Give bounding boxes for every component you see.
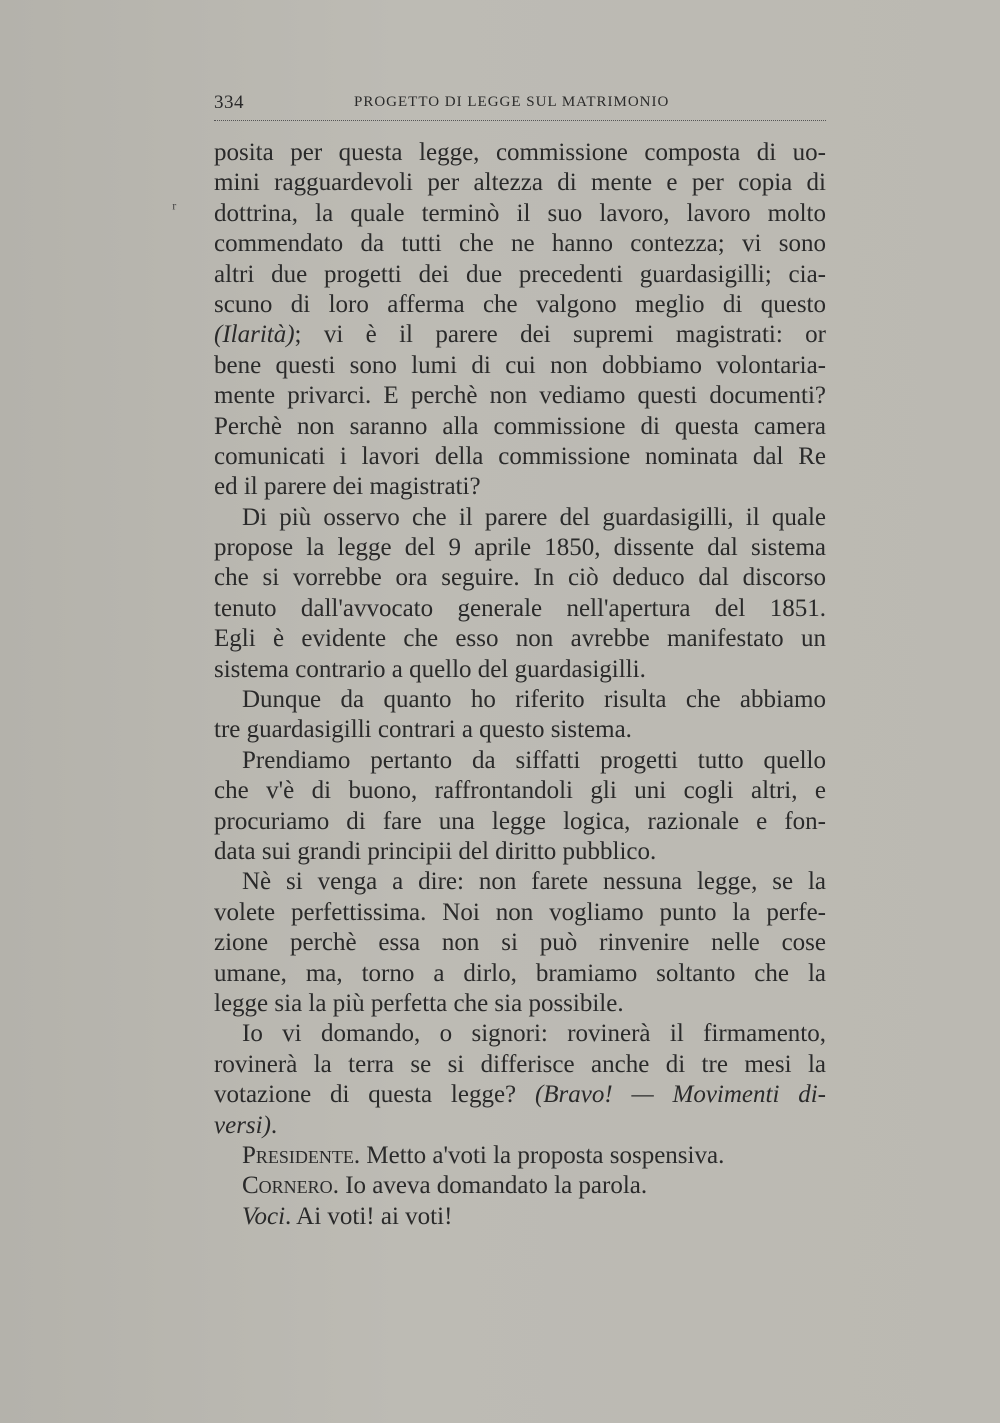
speaker-name: Presidente — [242, 1141, 354, 1169]
text-line: Dunque da quanto ho riferito risulta che abbiamo — [242, 686, 826, 714]
text-line: tre guardasigilli contrari a questo sistema. — [214, 716, 632, 744]
text-line: Egli è evidente che esso non avrebbe manifestato un — [214, 625, 826, 653]
text-line: ed il parere dei magistrati? — [214, 473, 481, 501]
text-line: altri due progetti dei due precedenti guardasigilli; cia- — [214, 260, 826, 288]
text-line: Prendiamo pertanto da siffatti progetti tutto quello — [242, 746, 826, 774]
text-line: Di più osservo che il parere del guardasigilli, il quale — [242, 503, 826, 531]
text-line: Io vi domando, o signori: rovinerà il firmamento, — [242, 1020, 826, 1048]
text-line: mente privarci. E perchè non vediamo questi documenti? — [214, 382, 826, 410]
text-line: che si vorrebbe ora seguire. In ciò deduco dal discorso — [214, 564, 826, 592]
margin-mark: ʳ — [172, 198, 177, 220]
text-line: Perchè non saranno alla commissione di questa camera — [214, 412, 826, 440]
text-line: legge sia la più perfetta che sia possibile. — [214, 989, 624, 1017]
text-line: (Ilarità); vi è il parere dei supremi magistrati: or — [214, 321, 826, 349]
text-line: volete perfettissima. Noi non vogliamo punto la perfe- — [214, 898, 826, 926]
speaker-line: Voci. Ai voti! ai voti! — [242, 1202, 453, 1230]
text-body — [214, 138, 826, 1232]
page-number: 334 — [214, 92, 244, 113]
running-header — [214, 92, 826, 121]
text-line: Nè si venga a dire: non farete nessuna legge, se la — [242, 868, 826, 896]
text-line: tenuto dall'avvocato generale nell'apertura del 1851. — [214, 594, 826, 622]
text-line: comunicati i lavori della commissione nominata dal Re — [214, 442, 826, 470]
text-line: bene questi sono lumi di cui non dobbiamo volontaria- — [214, 351, 826, 379]
text-line: posita per questa legge, commissione composta di uo- — [214, 139, 826, 166]
speaker-line: Presidente. Metto a'voti la proposta sospensiva. — [242, 1141, 725, 1169]
text-line: scuno di loro afferma che valgono meglio di questo — [214, 290, 826, 318]
text-line: votazione di questa legge? (Bravo! — Movimenti di- — [214, 1081, 826, 1109]
text-line: zione perchè essa non si può rinvenire nelle cose — [214, 929, 826, 957]
running-title: PROGETTO DI LEGGE SUL MATRIMONIO — [354, 94, 670, 110]
text-line: dottrina, la quale terminò il suo lavoro, lavoro molto — [214, 199, 826, 227]
text-line: versi). — [214, 1111, 278, 1139]
text-line: procuriamo di fare una legge logica, razionale e fon- — [214, 807, 826, 835]
text-line: che v'è di buono, raffrontandoli gli uni cogli altri, e — [214, 777, 826, 805]
text-line: umane, ma, torno a dirlo, bramiamo soltanto che la — [214, 959, 826, 987]
text-line: mini ragguardevoli per altezza di mente e per copia di — [214, 169, 826, 197]
text-line: commendato da tutti che ne hanno contezza; vi sono — [214, 230, 826, 258]
speaker-name: Cornero — [242, 1172, 333, 1200]
text-line: data sui grandi principii del diritto pubblico. — [214, 837, 657, 865]
text-line: propose la legge del 9 aprile 1850, dissente dal sistema — [214, 534, 826, 562]
speaker-line: Cornero. Io aveva domandato la parola. — [242, 1172, 648, 1200]
speaker-name: Voci — [242, 1202, 286, 1230]
text-line: rovinerà la terra se si differisce anche di tre mesi la — [214, 1050, 826, 1078]
text-line: sistema contrario a quello del guardasigilli. — [214, 655, 646, 683]
